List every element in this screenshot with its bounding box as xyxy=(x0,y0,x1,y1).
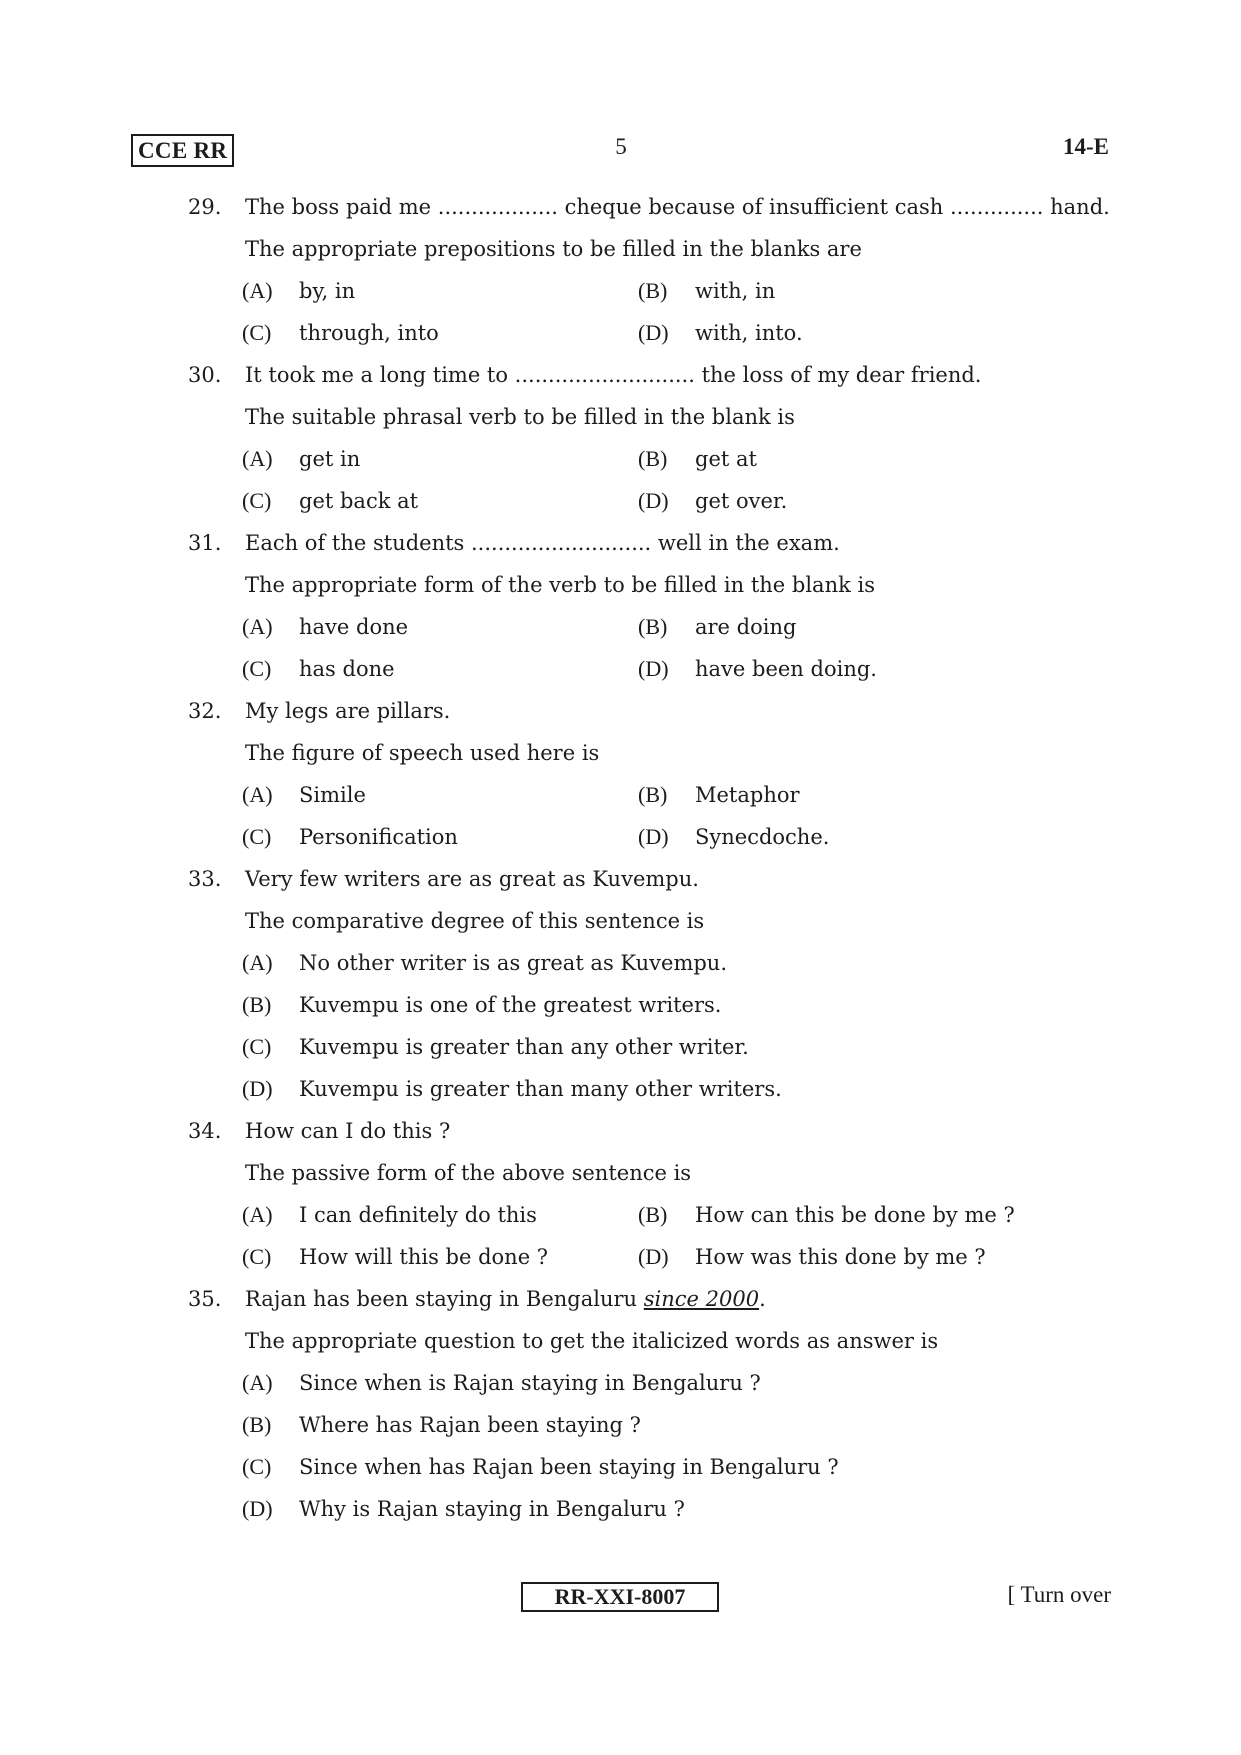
question-instruction: The passive form of the above sentence is xyxy=(245,1161,692,1185)
option-a xyxy=(242,774,638,816)
option-label: (C) xyxy=(242,320,272,345)
paper-code: 14-E xyxy=(1063,134,1109,159)
option-label: (A) xyxy=(242,278,273,303)
question-text: Very few writers are as great as Kuvempu. xyxy=(245,867,699,891)
option-label: (D) xyxy=(638,656,669,681)
option-label: (A) xyxy=(242,446,273,471)
option-text: with, in xyxy=(695,279,776,303)
question-list xyxy=(188,186,1118,1530)
question-number: 32. xyxy=(188,699,222,723)
option-b xyxy=(638,270,1034,312)
option-a xyxy=(242,1194,638,1236)
option-a xyxy=(242,942,1118,984)
option-d xyxy=(638,312,1034,354)
option-text: with, into. xyxy=(695,321,803,345)
question-number: 34. xyxy=(188,1119,222,1143)
option-label: (C) xyxy=(242,1454,272,1479)
option-label: (D) xyxy=(638,1244,669,1269)
option-b xyxy=(638,1194,1034,1236)
option-d xyxy=(638,480,1034,522)
option-a xyxy=(242,1362,1118,1404)
option-text: Where has Rajan been staying ? xyxy=(299,1413,641,1437)
question-text-part: . xyxy=(759,1287,766,1311)
question-text: It took me a long time to ........................... the loss of my dear friend. xyxy=(245,363,982,387)
option-text: Metaphor xyxy=(695,783,800,807)
question-35 xyxy=(188,1278,1118,1530)
option-label: (D) xyxy=(242,1496,273,1521)
option-label: (C) xyxy=(242,824,272,849)
turn-over-note: [ Turn over xyxy=(1007,1582,1111,1607)
question-30 xyxy=(188,354,1118,522)
option-c xyxy=(242,816,638,858)
question-number: 29. xyxy=(188,195,222,219)
question-34 xyxy=(188,1110,1118,1278)
option-d xyxy=(242,1068,1118,1110)
option-label: (C) xyxy=(242,656,272,681)
page-number: 5 xyxy=(615,134,627,159)
option-label: (B) xyxy=(638,782,668,807)
option-text: No other writer is as great as Kuvempu. xyxy=(299,951,728,975)
question-text: Each of the students ........................... well in the exam. xyxy=(245,531,840,555)
option-text: Personification xyxy=(299,825,458,849)
option-c xyxy=(242,480,638,522)
option-text: get in xyxy=(299,447,361,471)
option-label: (B) xyxy=(638,1202,668,1227)
option-b xyxy=(638,438,1034,480)
option-label: (A) xyxy=(242,1202,273,1227)
option-text: Since when has Rajan been staying in Bengaluru ? xyxy=(299,1455,839,1479)
option-label: (B) xyxy=(638,446,668,471)
question-text: The boss paid me .................. cheque because of insufficient cash .............. hand. xyxy=(245,195,1110,219)
question-33 xyxy=(188,858,1118,1110)
question-text: My legs are pillars. xyxy=(245,699,451,723)
option-d xyxy=(242,1488,1118,1530)
option-a xyxy=(242,606,638,648)
footer-code-box: RR-XXI-8007 xyxy=(521,1582,719,1612)
option-c xyxy=(242,1236,638,1278)
option-text: have been doing. xyxy=(695,657,877,681)
option-c xyxy=(242,1026,1118,1068)
option-text: Kuvempu is greater than many other writers. xyxy=(299,1077,782,1101)
option-text: has done xyxy=(299,657,395,681)
question-text-part: Rajan has been staying in Bengaluru xyxy=(245,1287,644,1311)
option-b xyxy=(638,774,1034,816)
option-text: get over. xyxy=(695,489,788,513)
option-text: get at xyxy=(695,447,757,471)
option-text: Synecdoche. xyxy=(695,825,830,849)
header-code-box: CCE RR xyxy=(131,134,234,167)
question-text: How can I do this ? xyxy=(245,1119,451,1143)
option-d xyxy=(638,648,1034,690)
option-label: (B) xyxy=(242,1412,272,1437)
option-text: through, into xyxy=(299,321,439,345)
option-text: How was this done by me ? xyxy=(695,1245,986,1269)
option-b xyxy=(638,606,1034,648)
option-label: (D) xyxy=(638,320,669,345)
option-a xyxy=(242,270,638,312)
option-text: are doing xyxy=(695,615,797,639)
option-text: Kuvempu is greater than any other writer. xyxy=(299,1035,749,1059)
option-c xyxy=(242,312,638,354)
option-b xyxy=(242,1404,1118,1446)
option-label: (B) xyxy=(638,614,668,639)
option-text: How will this be done ? xyxy=(299,1245,549,1269)
option-b xyxy=(242,984,1118,1026)
option-text: Simile xyxy=(299,783,366,807)
option-label: (A) xyxy=(242,1370,273,1395)
question-number: 31. xyxy=(188,531,222,555)
option-text: by, in xyxy=(299,279,356,303)
option-text: have done xyxy=(299,615,409,639)
question-instruction: The appropriate prepositions to be filled in the blanks are xyxy=(245,237,862,261)
question-instruction: The suitable phrasal verb to be filled in the blank is xyxy=(245,405,795,429)
question-text xyxy=(245,1278,1118,1320)
option-label: (C) xyxy=(242,488,272,513)
question-32 xyxy=(188,690,1118,858)
option-d xyxy=(638,1236,1034,1278)
option-text: How can this be done by me ? xyxy=(695,1203,1015,1227)
question-instruction: The appropriate form of the verb to be filled in the blank is xyxy=(245,573,875,597)
option-text: Since when is Rajan staying in Bengaluru ? xyxy=(299,1371,761,1395)
option-a xyxy=(242,438,638,480)
option-label: (D) xyxy=(638,824,669,849)
option-label: (A) xyxy=(242,614,273,639)
option-label: (D) xyxy=(242,1076,273,1101)
option-label: (D) xyxy=(638,488,669,513)
question-number: 30. xyxy=(188,363,222,387)
question-31 xyxy=(188,522,1118,690)
option-text: Kuvempu is one of the greatest writers. xyxy=(299,993,722,1017)
option-d xyxy=(638,816,1034,858)
option-label: (B) xyxy=(638,278,668,303)
option-text: Why is Rajan staying in Bengaluru ? xyxy=(299,1497,685,1521)
italicized-words: since 2000 xyxy=(643,1287,760,1311)
option-text: I can definitely do this xyxy=(299,1203,537,1227)
option-label: (C) xyxy=(242,1244,272,1269)
question-29 xyxy=(188,186,1118,354)
question-instruction: The appropriate question to get the italicized words as answer is xyxy=(245,1329,939,1353)
question-number: 35. xyxy=(188,1287,222,1311)
option-label: (C) xyxy=(242,1034,272,1059)
option-c xyxy=(242,1446,1118,1488)
question-instruction: The comparative degree of this sentence is xyxy=(245,909,705,933)
option-c xyxy=(242,648,638,690)
question-number: 33. xyxy=(188,867,222,891)
option-label: (B) xyxy=(242,992,272,1017)
option-label: (A) xyxy=(242,950,273,975)
option-text: get back at xyxy=(299,489,419,513)
question-instruction: The figure of speech used here is xyxy=(245,741,600,765)
option-label: (A) xyxy=(242,782,273,807)
